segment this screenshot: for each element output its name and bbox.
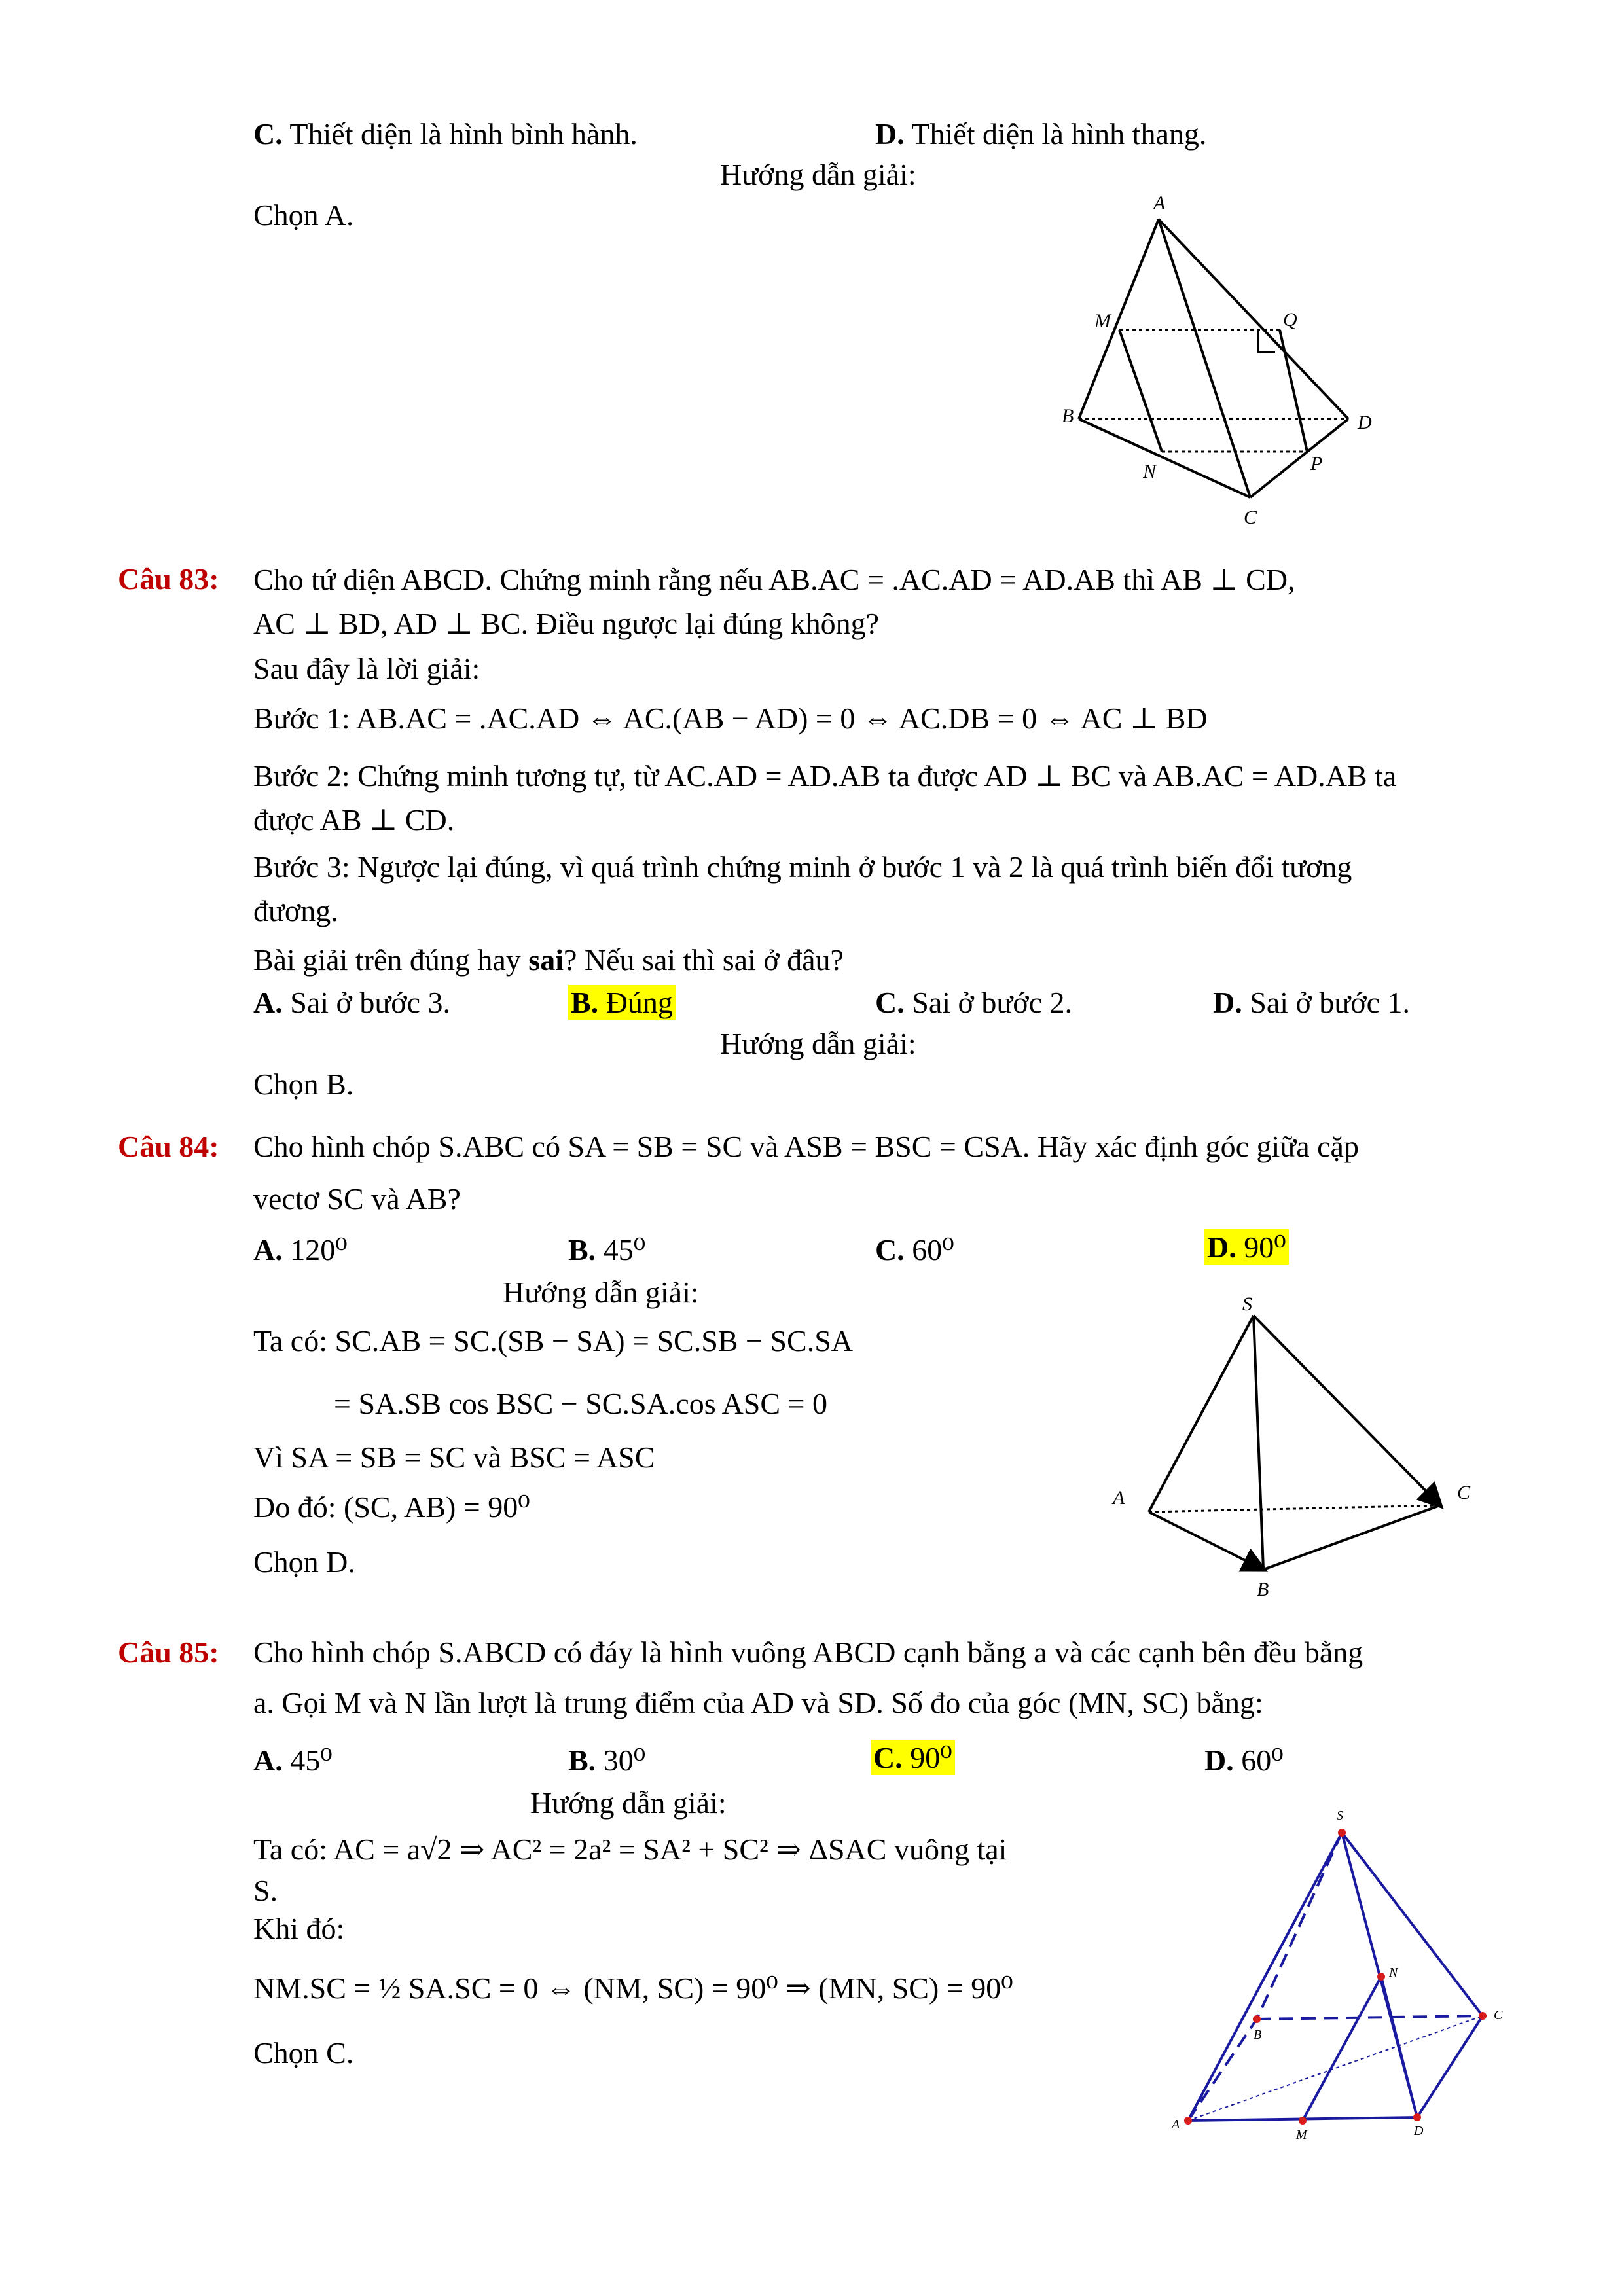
q85-line-2: a. Gọi M và N lần lượt là trung điểm của AD và SD. Số đo của góc (MN, SC) bằng: <box>253 1686 1263 1719</box>
q84-line-1: Cho hình chóp S.ABC có SA = SB = SC và ASB = BSC = CSA. Hãy xác định góc giữa cặp <box>253 1130 1359 1163</box>
fig3-label-b: B <box>1254 2028 1262 2042</box>
q84-option-a: A. 120⁰ <box>253 1233 348 1266</box>
q84-option-c: C. 60⁰ <box>875 1233 954 1266</box>
q85-number: Câu 85: <box>118 1636 219 1669</box>
pyramid-sabc-figure <box>1100 1296 1492 1604</box>
fig2-label-s: S <box>1242 1296 1252 1315</box>
pyramid-sabcd-figure <box>1152 1793 1519 2147</box>
q83-step-2: Bước 2: Chứng minh tương tự, từ AC.AD = AD.AB ta được AD ⊥ BC và AB.AC = AD.AB ta <box>253 759 1397 793</box>
q84-option-b: B. 45⁰ <box>568 1233 646 1266</box>
q85-option-b: B. 30⁰ <box>568 1744 646 1777</box>
q84-option-d-correct: D. 90⁰ <box>1204 1229 1289 1265</box>
fig1-label-p: P <box>1310 453 1323 475</box>
q83-line-2: AC ⊥ BD, AD ⊥ BC. Điều ngược lại đúng không? <box>253 607 880 640</box>
q84-solution-1: Ta có: SC.AB = SC.(SB − SA) = SC.SB − SC.SA <box>253 1324 854 1357</box>
q83-step-3: Bước 3: Ngược lại đúng, vì quá trình chứng minh ở bước 1 và 2 là quá trình biến đổi tương <box>253 850 1352 884</box>
prev-option-d: D. Thiết diện là hình thang. <box>875 117 1207 151</box>
fig1-label-q: Q <box>1283 309 1297 331</box>
q83-step-1: Bước 1: AB.AC = .AC.AD ⇔ AC.(AB − AD) = 0 ⇔ AC.DB = 0 ⇔ AC ⊥ BD <box>253 702 1208 735</box>
fig2-label-a: A <box>1113 1487 1125 1509</box>
q83-number: Câu 83: <box>118 562 219 596</box>
q85-solution-4: NM.SC = ½ SA.SC = 0 ⇔ (NM, SC) = 90⁰ ⇒ (MN, SC) = 90⁰ <box>253 1971 1013 2005</box>
tetrahedron-figure <box>1047 190 1414 543</box>
q85-solution-2: S. <box>253 1874 278 1907</box>
fig3-label-m: M <box>1296 2128 1307 2142</box>
q85-line-1: Cho hình chóp S.ABCD có đáy là hình vuông ABCD cạnh bằng a và các cạnh bên đều bằng <box>253 1636 1363 1669</box>
fig2-label-b: B <box>1257 1579 1269 1600</box>
q83-option-a: A. Sai ở bước 3. <box>253 986 451 1019</box>
fig3-label-s: S <box>1337 1808 1343 1823</box>
q83-question: Bài giải trên đúng hay sai? Nếu sai thì sai ở đâu? <box>253 943 844 977</box>
q83-line-1: Cho tứ diện ABCD. Chứng minh rằng nếu AB.AC = .AC.AD = AD.AB thì AB ⊥ CD, <box>253 563 1295 596</box>
fig1-label-c: C <box>1244 507 1257 528</box>
q83-option-d: D. Sai ở bước 1. <box>1213 986 1411 1019</box>
q83-guide-heading: Hướng dẫn giải: <box>720 1027 916 1060</box>
q85-solution-1: Ta có: AC = a√2 ⇒ AC² = 2a² = SA² + SC² ⇒ ΔSAC vuông tại <box>253 1833 1007 1866</box>
q85-option-c-correct: C. 90⁰ <box>871 1740 955 1775</box>
q84-number: Câu 84: <box>118 1130 219 1163</box>
fig1-label-a: A <box>1153 192 1166 214</box>
q83-answer: Chọn B. <box>253 1067 354 1101</box>
fig3-label-d: D <box>1414 2124 1424 2138</box>
q83-option-b-correct: B. Đúng <box>568 985 676 1020</box>
fig1-label-d: D <box>1358 412 1372 433</box>
q83-option-c: C. Sai ở bước 2. <box>875 986 1073 1019</box>
q84-answer: Chọn D. <box>253 1545 355 1579</box>
q84-line-2: vectơ SC và AB? <box>253 1182 461 1215</box>
fig1-label-m: M <box>1094 310 1111 332</box>
q85-option-a: A. 45⁰ <box>253 1744 333 1777</box>
q83-line-3: Sau đây là lời giải: <box>253 652 480 685</box>
prev-answer: Chọn A. <box>253 198 354 232</box>
fig1-label-b: B <box>1062 405 1074 427</box>
q85-guide-heading: Hướng dẫn giải: <box>530 1786 727 1820</box>
prev-guide-heading: Hướng dẫn giải: <box>720 158 916 191</box>
q84-guide-heading: Hướng dẫn giải: <box>503 1276 699 1309</box>
fig1-label-n: N <box>1143 461 1157 482</box>
q84-solution-3: Vì SA = SB = SC và BSC = ASC <box>253 1441 655 1474</box>
q85-answer: Chọn C. <box>253 2036 354 2070</box>
q85-solution-3: Khi đó: <box>253 1912 345 1945</box>
prev-option-c: C. Thiết diện là hình bình hành. <box>253 117 638 151</box>
q85-option-d: D. 60⁰ <box>1204 1744 1284 1777</box>
q83-step-3-cont: đương. <box>253 894 338 927</box>
fig3-label-a: A <box>1172 2117 1180 2132</box>
fig3-label-c: C <box>1494 2008 1503 2022</box>
fig3-label-n: N <box>1389 1965 1398 1980</box>
fig2-label-c: C <box>1457 1482 1471 1503</box>
q84-solution-4: Do đó: (SC, AB) = 90⁰ <box>253 1490 530 1524</box>
q84-solution-2: = SA.SB cos BSC − SC.SA.cos ASC = 0 <box>334 1387 827 1420</box>
q83-step-2-cont: được AB ⊥ CD. <box>253 803 455 836</box>
